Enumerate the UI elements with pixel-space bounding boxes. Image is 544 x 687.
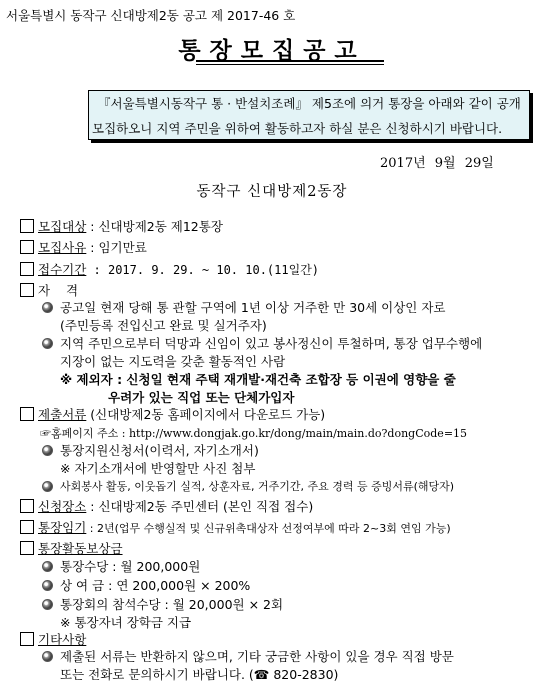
issuing-office: 동작구 신대방제2동장 [196, 184, 348, 200]
section-compensation-label [38, 539, 123, 557]
notice-text-line1: 『서울특별시동작구 통 · 반설치조례』 제5조에 의거 통장을 아래와 같이 공개 [98, 96, 521, 111]
qualification-item-1-line2: (주민등록 전입신고 완료 및 실거주자) [60, 318, 267, 333]
checkbox-icon [20, 541, 34, 555]
qualification-item-2-line2: 지장이 없는 지도력을 갖춘 활동적인 사람 [60, 354, 286, 369]
notice-date: 2017년 9월 29일 [380, 156, 494, 171]
checkbox-icon [20, 499, 34, 513]
document-item-2: 사회봉사 활동, 이웃돕기 실적, 상훈자료, 거주기간, 주요 경력 등 증빙서류(해당자) [60, 480, 455, 493]
checkbox-icon [20, 219, 34, 233]
compensation-item-2: 상 여 금 : 연 200,000원 × 200% [60, 578, 251, 593]
title-underline [196, 60, 384, 65]
compensation-item-1: 통장수당 : 월 200,000원 [60, 559, 201, 574]
section-term [38, 518, 451, 536]
section-value: : 2년(업무 수행실적 및 신규위촉대상자 선정여부에 따라 2~3회 연임 가능) [86, 522, 451, 535]
checkbox-icon [20, 520, 34, 534]
exclusion-note-line2: 우려가 있는 직업 또는 단체가입자 [108, 390, 295, 405]
bullet-icon [42, 599, 53, 610]
section-documents [38, 405, 325, 423]
section-target [38, 217, 223, 235]
section-label: 기타사항 [38, 632, 87, 647]
compensation-item-3: 통장회의 참석수당 : 월 20,000원 × 2회 [60, 597, 284, 612]
bullet-icon [42, 651, 53, 662]
section-value: : 신대방제2동 주민센터 (본인 직접 접수) [86, 499, 314, 514]
notice-text-line2: 모집하오니 지역 주민을 위하여 활동하고자 하실 분은 신청하시기 바랍니다. [92, 121, 503, 136]
section-reason [38, 238, 147, 256]
section-value: : 임기만료 [86, 240, 147, 255]
document-item-1-note: ※ 자기소개서에 반영할만 사진 첨부 [60, 461, 256, 476]
checkbox-icon [20, 283, 34, 297]
qualification-item-2-line1: 지역 주민으로부터 덕망과 신임이 있고 봉사정신이 투철하며, 통장 업무수행에 [60, 336, 483, 351]
section-place [38, 497, 313, 515]
bullet-icon [42, 445, 53, 456]
other-line2: 또는 전화로 문의하시기 바랍니다. (☎ 820-2830) [60, 667, 339, 682]
bullet-icon [42, 481, 53, 492]
section-other-label [38, 630, 86, 648]
document-item-1: 통장지원신청서(이력서, 자기소개서) [60, 443, 259, 458]
checkbox-icon [20, 632, 34, 646]
section-period [38, 260, 319, 278]
section-label: 통장임기 [38, 520, 87, 535]
checkbox-icon [20, 262, 34, 276]
section-value: : 신대방제2동 제12통장 [86, 219, 223, 234]
checkbox-icon [20, 407, 34, 421]
qualification-item-1-line1: 공고일 현재 당해 통 관할 구역에 1년 이상 거주한 만 30세 이상인 자로 [60, 300, 446, 315]
section-label: 모집대상 [38, 219, 87, 234]
other-line1: 제출된 서류는 반환하지 않으며, 기타 궁금한 사항이 있을 경우 직접 방문 [60, 649, 454, 664]
section-value: : 2017. 9. 29. ~ 10. 10.(11일간) [86, 263, 320, 277]
section-label: 신청장소 [38, 499, 87, 514]
section-label: 제출서류 [38, 407, 87, 422]
bullet-icon [42, 580, 53, 591]
bullet-icon [42, 338, 53, 349]
checkbox-icon [20, 240, 34, 254]
homepage-address: ☞홈페이지 주소 : http://www.dongjak.go.kr/dong/main/main.do?dongCode=15 [40, 427, 468, 440]
exclusion-note-line1: ※ 제외자 : 신청일 현재 주택 재개발·재건축 조합장 등 이권에 영향을 줄 [60, 372, 456, 387]
section-label: 통장활동보상금 [38, 541, 123, 556]
section-value: (신대방제2동 홈페이지에서 다운로드 가능) [86, 407, 326, 422]
compensation-note: ※ 통장자녀 장학금 지급 [60, 615, 192, 630]
bullet-icon [42, 561, 53, 572]
notice-number: 서울특별시 동작구 신대방제2동 공고 제 2017-46 호 [6, 8, 296, 23]
section-label: 접수기간 [38, 262, 87, 277]
section-label: 모집사유 [38, 240, 87, 255]
section-qualification-label: 자 격 [38, 283, 79, 298]
page-title: 통장모집공고 [178, 38, 366, 64]
bullet-icon [42, 302, 53, 313]
